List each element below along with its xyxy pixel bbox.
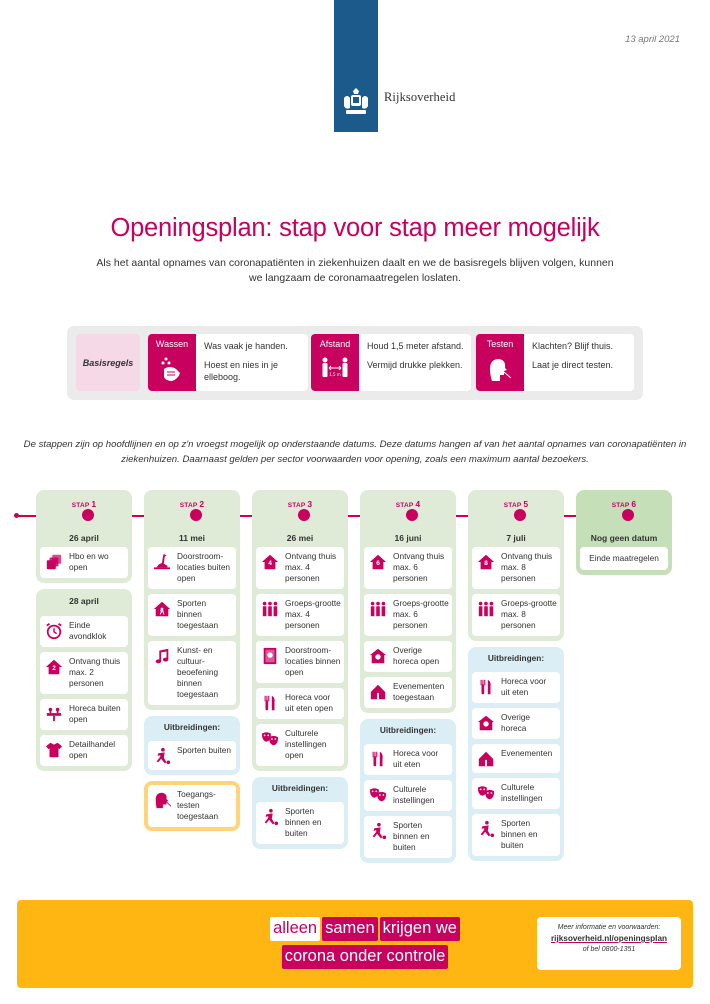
slogan-word: krijgen we bbox=[380, 917, 460, 941]
handwash-icon bbox=[160, 357, 184, 383]
step-2-extensions bbox=[144, 716, 240, 775]
step-date: 26 april bbox=[69, 533, 99, 543]
special-item: Toegangs-testen toegestaan bbox=[148, 785, 236, 827]
music-note-icon bbox=[152, 647, 172, 665]
buildings-icon bbox=[44, 553, 64, 571]
running-icon bbox=[476, 820, 496, 838]
group-icon bbox=[368, 600, 388, 618]
timeline-dot bbox=[298, 509, 310, 521]
page-title: Openingsplan: stap voor stap meer mogelijk bbox=[110, 214, 600, 242]
footer-banner bbox=[17, 900, 693, 988]
measure-item: 6 Ontvang thuis max. 6 personen bbox=[364, 547, 452, 589]
running-icon bbox=[260, 808, 280, 826]
basic-rules-label: Basisregels bbox=[76, 334, 140, 391]
step-date: 26 mei bbox=[286, 533, 314, 543]
extension-item: Culturele instellingen bbox=[364, 780, 452, 811]
extension-item: Horeca voor uit eten bbox=[364, 744, 452, 775]
measure-item: Doorstroom-locaties binnen open bbox=[256, 641, 344, 683]
extension-item: Sporten binnen en buiten bbox=[472, 814, 560, 856]
info-phone: of bel 0800-1351 bbox=[582, 946, 636, 953]
shirt-icon bbox=[44, 741, 64, 759]
step-3-column bbox=[252, 490, 348, 855]
museum-frame-icon bbox=[260, 647, 280, 665]
measure-item: Overige horeca open bbox=[364, 641, 452, 672]
measure-item: Groeps-grootte max. 4 personen bbox=[256, 594, 344, 636]
extension-item: Sporten buiten bbox=[148, 741, 236, 770]
step-6-column bbox=[576, 490, 672, 581]
measure-item: Evenementen toegestaan bbox=[364, 677, 452, 708]
group-icon bbox=[476, 600, 496, 618]
alarm-clock-icon bbox=[44, 622, 64, 640]
step-header: STAP 3 26 mei bbox=[256, 490, 344, 542]
step-header: STAP 6 Nog geen datum bbox=[580, 490, 668, 542]
step-5-column bbox=[468, 490, 564, 867]
circus-tent-icon bbox=[368, 683, 388, 701]
step-date: 16 juni bbox=[394, 533, 422, 543]
rule-tag: Testen bbox=[476, 334, 524, 391]
step-date: 7 juli bbox=[506, 533, 526, 543]
logo-text: Rijksoverheid bbox=[384, 90, 456, 104]
step-4-stage bbox=[360, 490, 456, 713]
terrace-icon bbox=[44, 705, 64, 723]
measure-item: Sporten binnen toegestaan bbox=[148, 594, 236, 636]
extension-item: Horeca voor uit eten bbox=[472, 672, 560, 703]
step-header: STAP 5 7 juli bbox=[472, 490, 560, 542]
info-box bbox=[537, 917, 681, 970]
extensions-title: Uitbreidingen: bbox=[379, 725, 437, 735]
slogan-word: alleen bbox=[270, 917, 320, 941]
measure-item: Culturele instellingen open bbox=[256, 724, 344, 766]
house-icon: 8 bbox=[476, 553, 496, 571]
test-swab-icon bbox=[152, 791, 172, 809]
cutlery-icon bbox=[260, 694, 280, 712]
measure-item: Detailhandel open bbox=[40, 735, 128, 766]
running-icon bbox=[152, 747, 172, 765]
slogan-line: corona onder controle bbox=[282, 945, 449, 969]
venue-icon bbox=[476, 714, 496, 732]
info-label: Meer informatie en voorwaarden: bbox=[557, 924, 661, 931]
rule-card-testen bbox=[476, 334, 634, 391]
step-header: STAP 1 26 april bbox=[40, 490, 128, 542]
rule-text: Was vaak je handen. Hoest en nies in je elleboog. bbox=[204, 341, 288, 382]
circus-tent-icon bbox=[476, 750, 496, 768]
house-icon: 2 bbox=[44, 658, 64, 676]
theater-masks-icon bbox=[476, 784, 496, 802]
step-3-extensions bbox=[252, 777, 348, 849]
rule-tag: Wassen bbox=[148, 334, 196, 391]
giraffe-icon bbox=[152, 553, 172, 571]
extension-item: Sporten binnen en buiten bbox=[364, 816, 452, 858]
step-date: 28 april bbox=[69, 596, 99, 606]
publication-date: 13 april 2021 bbox=[625, 34, 680, 45]
extensions-title: Uitbreidingen: bbox=[163, 722, 221, 732]
timeline-dot bbox=[190, 509, 202, 521]
group-icon bbox=[260, 600, 280, 618]
measure-item: Doorstroom-locaties buiten open bbox=[148, 547, 236, 589]
test-swab-icon bbox=[486, 357, 512, 383]
house-icon: 4 bbox=[260, 553, 280, 571]
extensions-title: Uitbreidingen: bbox=[487, 653, 545, 663]
rijksoverheid-logo-bar bbox=[334, 0, 378, 132]
timeline-dot bbox=[82, 509, 94, 521]
extension-item: Sporten binnen en buiten bbox=[256, 802, 344, 844]
measure-item: Groeps-grootte max. 6 personen bbox=[364, 594, 452, 636]
measure-item: Hbo en wo open bbox=[40, 547, 128, 578]
cutlery-icon bbox=[476, 678, 496, 696]
running-icon bbox=[368, 822, 388, 840]
step-3-stage bbox=[252, 490, 348, 771]
measure-item: 4 Ontvang thuis max. 4 personen bbox=[256, 547, 344, 589]
rule-text: Houd 1,5 meter afstand. Vermijd drukke plekken. bbox=[367, 341, 464, 370]
cutlery-icon bbox=[368, 750, 388, 768]
measure-item: Horeca voor uit eten open bbox=[256, 688, 344, 719]
basic-rules-panel bbox=[67, 326, 643, 400]
step-2-special bbox=[144, 781, 240, 831]
rule-card-wassen bbox=[148, 334, 308, 391]
step-4-extensions bbox=[360, 719, 456, 863]
step-1-column bbox=[36, 490, 132, 777]
step-1-stage-28-april bbox=[36, 589, 132, 771]
timeline-dot bbox=[514, 509, 526, 521]
step-header: STAP 4 16 juni bbox=[364, 490, 452, 542]
measure-item: Einde avondklok bbox=[40, 616, 128, 647]
step-2-column bbox=[144, 490, 240, 831]
step-4-column bbox=[360, 490, 456, 869]
house-icon: 6 bbox=[368, 553, 388, 571]
theater-masks-icon bbox=[368, 786, 388, 804]
slogan bbox=[255, 917, 475, 973]
step-2-stage bbox=[144, 490, 240, 710]
step-6-stage bbox=[576, 490, 672, 575]
coat-of-arms-icon bbox=[340, 88, 372, 118]
theater-masks-icon bbox=[260, 730, 280, 748]
measure-item: Einde maatregelen bbox=[580, 547, 668, 570]
measure-item: Horeca buiten open bbox=[40, 699, 128, 730]
slogan-word: samen bbox=[322, 917, 378, 941]
timeline-dot bbox=[406, 509, 418, 521]
step-5-stage bbox=[468, 490, 564, 641]
step-5-extensions bbox=[468, 647, 564, 861]
timeline-dot bbox=[622, 509, 634, 521]
extension-item: Culturele instellingen bbox=[472, 778, 560, 809]
distance-icon bbox=[321, 357, 349, 383]
extensions-title: Uitbreidingen: bbox=[271, 783, 329, 793]
extension-item: Overige horeca bbox=[472, 708, 560, 739]
rule-tag: Afstand 1,5 m bbox=[311, 334, 359, 391]
rule-text: Klachten? Blijf thuis. Laat je direct testen. bbox=[532, 341, 614, 370]
svg-text:1,5 m: 1,5 m bbox=[329, 372, 341, 377]
rule-card-afstand bbox=[311, 334, 471, 391]
indoor-sport-icon bbox=[152, 600, 172, 618]
step-date: Nog geen datum bbox=[590, 533, 658, 543]
steps-intro: De stappen zijn op hoofdlijnen en op z'n vroegst mogelijk op onderstaande datums. Deze datums hangen af van het aantal opnames van coronapatiënten in ziekenhuizen. Daarnaast gelden per sector voorwaarden voor opening, zoals een maximum aantal bezoekers. bbox=[23, 439, 687, 465]
measure-item: 8 Ontvang thuis max. 8 personen bbox=[472, 547, 560, 589]
measure-item: Kunst- en cultuur-beoefening binnen toegestaan bbox=[148, 641, 236, 705]
step-header: STAP 2 11 mei bbox=[148, 490, 236, 542]
extension-item: Evenementen bbox=[472, 744, 560, 773]
step-date: 11 mei bbox=[179, 533, 205, 543]
venue-icon bbox=[368, 647, 388, 665]
timeline-start-dot bbox=[14, 513, 19, 518]
step-1-stage bbox=[36, 490, 132, 583]
info-link[interactable]: rijksoverheid.nl/openingsplan bbox=[550, 934, 667, 943]
measure-item: Groeps-grootte max. 8 personen bbox=[472, 594, 560, 636]
measure-item: 2 Ontvang thuis max. 2 personen bbox=[40, 652, 128, 694]
page-subtitle: Als het aantal opnames van coronapatiënten in ziekenhuizen daalt en we de basisregels blijven volgen, kunnen we langzaam de coronamaatregelen loslaten. bbox=[96, 257, 614, 284]
